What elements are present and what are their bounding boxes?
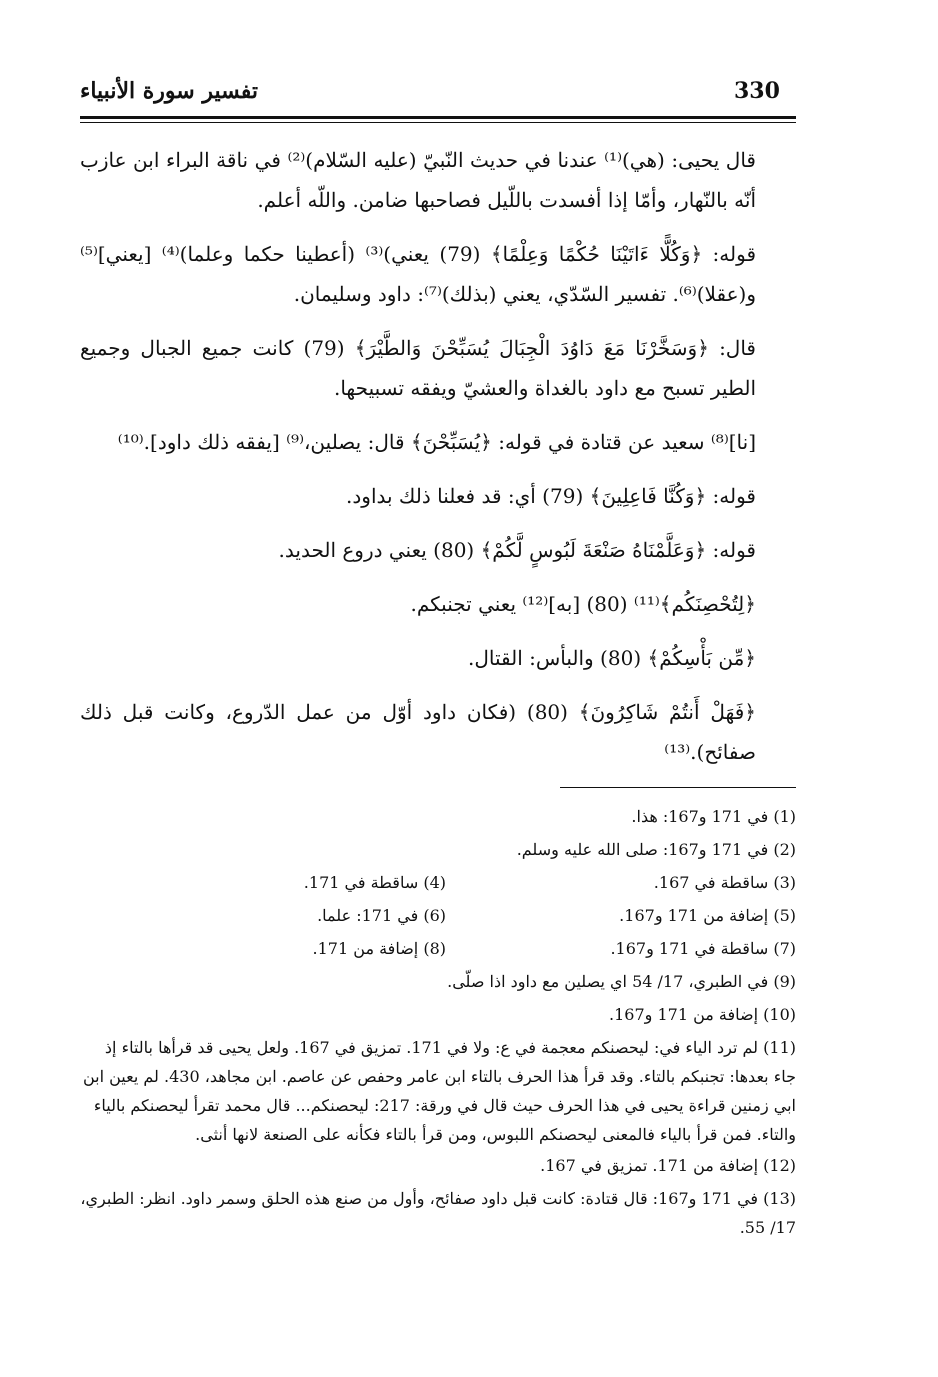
footnote-8: (8) إضافة من 171. [312, 939, 446, 958]
footnote-7: (7) ساقطة في 171 و167. [610, 939, 796, 958]
footnote-11: (11) لم ترد الياء في: ليحصنكم معجمة في ع: ولا في 171. تمزيق في 167. ولعل يحيى قد قرأها بالتاء إذ جاء بعدها: تجنبكم بالتاء. وقد قرأ هذا الحرف بالتاء ابن عامر وحفص عن عاصم. ابن مجاهد، 430. لم يعين ابن ابي زمنين قراءة يحيى في هذا الحرف حيث قال في ورقة: 217: ليحصنكم... قال محمد تقرأ ليحصنكم بالياء والتاء. فمن قرأ بالياء فالمعنى ليحصنكم اللبوس، ومن قرأ بالتاء فكأنه على الصنعة لانها أنثى. [82, 1038, 796, 1144]
paragraph-8: ﴿مِّن بَأْسِكُمْ﴾ (80) والبأس: القتال. [467, 646, 756, 670]
page-header [80, 68, 796, 112]
main-text [80, 140, 796, 786]
paragraph-9: ﴿فَهَلْ أَنتُمْ شَاكِرُونَ﴾ (80) (فكان داود أوّل من عمل الدّروع، وكانت قبل ذلك صفائح).⁽¹³⁾ [80, 700, 756, 764]
footnote-12: (12) إضافة من 171. تمزيق في 167. [540, 1156, 796, 1175]
paragraph-7: ﴿لِتُحْصِنَكُم﴾⁽¹¹⁾ (80) [به]⁽¹²⁾ يعني تجنبكم. [410, 592, 756, 616]
paragraph-3: قال: ﴿وَسَخَّرْنَا مَعَ دَاوُدَ الْجِبَالَ يُسَبِّحْنَ وَالطَّيْرَ﴾ (79) كانت جميع الجبال وجميع الطير تسبح مع داود بالغداة والعشيّ ويفقه تسبيحها. [80, 336, 756, 400]
page-number: 330 [734, 78, 780, 104]
paragraph-2: قوله: ﴿وَكُلًّا ءَاتَيْنَا حُكْمًا وَعِلْمًا﴾ (79) يعني)⁽³⁾ (أعطينا حكما وعلما)⁽⁴⁾ [يعني]⁽⁵⁾ و(عقلا)⁽⁶⁾. تفسير السّدّي، يعني (بذلك)⁽⁷⁾: داود وسليمان. [80, 242, 757, 306]
footnote-row [80, 932, 796, 965]
paragraph-4: [نا]⁽⁸⁾ سعيد عن قتادة في قوله: ﴿يُسَبِّحْنَ﴾ قال: يصلين،⁽⁹⁾ [يفقه ذلك داود].⁽¹⁰⁾ [117, 430, 756, 454]
footnote-5: (5) إضافة من 171 و167. [619, 906, 796, 925]
footnote-13: (13) في 171 و167: قال قتادة: كانت قبل داود صفائح، وأول من صنع هذه الحلق وسمر داود. انظر: الطبري، 17/ 55. [80, 1189, 796, 1237]
footnote-4: (4) ساقطة في 171. [303, 873, 446, 892]
footnotes [80, 800, 796, 1242]
footnote-2: (2) في 171 و167: صلى الله عليه وسلم. [516, 840, 796, 859]
footnote-6: (6) في 171: علما. [317, 906, 446, 925]
footnote-row [80, 866, 796, 899]
footnote-10: (10) إضافة من 171 و167. [609, 1005, 796, 1024]
footnote-3: (3) ساقطة في 167. [653, 873, 796, 892]
footnote-separator [560, 787, 796, 788]
paragraph-1: قال يحيى: (هي)⁽¹⁾ عندنا في حديث النّبيّ (عليه السّلام)⁽²⁾ في ناقة البراء ابن عازب أنّه بالنّهار، وأمّا إذا أفسدت باللّيل فصاحبها ضامن. واللّه أعلم. [80, 148, 756, 212]
footnote-1: (1) في 171 و167: هذا. [631, 807, 796, 826]
header-rule-thin [80, 122, 796, 123]
paragraph-6: قوله: ﴿وَعَلَّمْنَاهُ صَنْعَةَ لَبُوسٍ لَّكُمْ﴾ (80) يعني دروع الحديد. [278, 538, 756, 562]
footnote-row [80, 899, 796, 932]
running-title: تفسير سورة الأنبياء [80, 78, 259, 104]
header-rule-thick [80, 116, 796, 119]
footnote-9: (9) في الطبري، 17/ 54 اي يصلين مع داود اذا صلّى. [447, 972, 796, 991]
paragraph-5: قوله: ﴿وَكُنَّا فَاعِلِينَ﴾ (79) أي: قد فعلنا ذلك بداود. [346, 484, 756, 508]
